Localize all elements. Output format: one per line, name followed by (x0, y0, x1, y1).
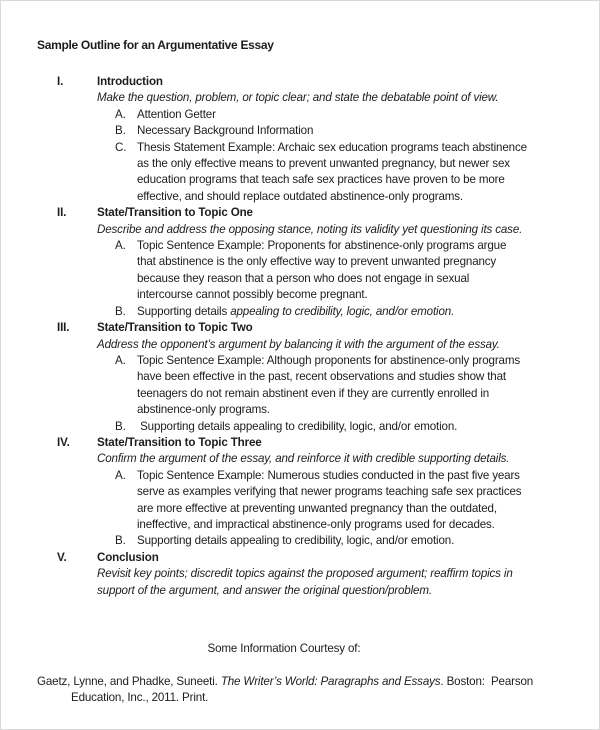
section-numeral: IV. (57, 435, 70, 449)
section-heading: State/Transition to Topic Three (97, 435, 262, 449)
outline-section (1, 435, 599, 550)
citation (37, 674, 569, 706)
section-description: Make the question, problem, or topic clear; and state the debatable point of view. (97, 91, 499, 105)
item-letter: B. (115, 124, 126, 138)
item-text-line (137, 402, 599, 418)
outline-item (115, 419, 599, 435)
section-heading-row (1, 74, 599, 90)
outline-item (115, 123, 599, 139)
outline-item (115, 533, 599, 549)
text-run: serve as examples verifying that newer programs teaching safe sex practices (137, 485, 522, 499)
item-text-line (137, 238, 599, 254)
section-heading: State/Transition to Topic One (97, 206, 253, 220)
section-numeral: III. (57, 321, 70, 335)
item-letter: A. (115, 468, 126, 482)
item-letter: B. (115, 534, 126, 548)
section-description: support of the argument, and answer the original question/problem. (97, 583, 432, 597)
citation-line (37, 674, 569, 690)
text-run: are more effective at preventing unwanted pregnancy than the outdated, (137, 501, 497, 515)
item-letter: A. (115, 353, 126, 367)
text-run: Topic Sentence Example: Proponents for abstinence-only programs argue (137, 239, 507, 253)
outline-item (115, 468, 599, 534)
outline-item (115, 353, 599, 419)
section-heading: Introduction (97, 75, 163, 88)
outline-section (1, 320, 599, 435)
essay-outline (1, 74, 599, 599)
item-text-line (137, 172, 599, 188)
item-letter: B. (115, 304, 126, 318)
section-numeral: I. (57, 75, 64, 88)
italic-text-run: appealing to credibility, logic, and/or emotion. (230, 304, 455, 318)
section-heading-row (1, 435, 599, 451)
section-description: Describe and address the opposing stance, noting its validity yet questioning its case. (97, 222, 523, 236)
item-text-line (137, 287, 599, 303)
text-run: education programs that teach safe sex practices have proven to be more (137, 173, 505, 187)
text-run: effective, and should replace outdated abstinence-only programs. (137, 189, 463, 203)
section-description: Address the opponent’s argument by balancing it with the argument of the essay. (97, 337, 500, 351)
document-title: Sample Outline for an Argumentative Essay (37, 38, 274, 52)
outline-item (115, 304, 599, 320)
item-text (137, 304, 599, 320)
section-heading: Conclusion (97, 550, 159, 564)
item-text (137, 140, 599, 206)
item-letter: B. (115, 419, 126, 433)
item-text (137, 468, 599, 534)
text-run: teenagers do not remain abstinent even if they are currently enrolled in (137, 386, 490, 400)
text-run: . Boston: Pearson (440, 675, 534, 688)
item-text (137, 107, 599, 123)
section-heading-row (1, 550, 599, 566)
section-numeral: II. (57, 206, 67, 220)
item-text-line (137, 254, 599, 270)
text-run: Attention Getter (137, 107, 216, 121)
courtesy-note: Some Information Courtesy of: (207, 642, 361, 655)
outline-item (115, 140, 599, 206)
text-run: Education, Inc., 2011. Print. (71, 691, 209, 704)
item-text-line (137, 304, 599, 320)
item-text (137, 419, 599, 435)
item-text-line (137, 156, 599, 172)
section-description: Confirm the argument of the essay, and reinforce it with credible supporting details. (97, 452, 510, 466)
italic-text-run: The Writer’s World: Paragraphs and Essays (220, 675, 441, 688)
item-text-line (137, 468, 599, 484)
text-run: Thesis Statement Example: Archaic sex education programs teach abstinence (137, 140, 527, 154)
item-text (137, 123, 599, 139)
item-text-line (137, 271, 599, 287)
item-text-line (137, 533, 599, 549)
item-text (137, 238, 599, 304)
item-letter: A. (115, 107, 126, 121)
outline-item (115, 238, 599, 304)
outline-section (1, 205, 599, 320)
section-numeral: V. (57, 550, 67, 564)
item-text-line (137, 484, 599, 500)
item-text (137, 353, 599, 419)
item-text-line (137, 107, 599, 123)
text-run: have been effective in the past, recent observations and studies show that (137, 370, 506, 384)
outline-section (1, 550, 599, 599)
outline-item (115, 107, 599, 123)
text-run: as the only effective means to prevent unwanted pregnancy, but newer sex (137, 157, 510, 171)
item-letter: C. (115, 140, 127, 154)
text-run: ineffective, and impractical abstinence-only programs used for decades. (137, 517, 495, 531)
text-run: intercourse cannot possibly become pregnant. (137, 288, 368, 302)
item-text-line (137, 501, 599, 517)
text-run: Gaetz, Lynne, and Phadke, Suneeti. (37, 675, 221, 688)
section-heading-row (1, 205, 599, 221)
section-description: Revisit key points; discredit topics against the proposed argument; reaffirm topics in (97, 567, 513, 581)
item-text-line (137, 386, 599, 402)
citation-line (71, 690, 569, 706)
text-run: that abstinence is the only effective way to prevent unwanted pregnancy (137, 255, 497, 269)
text-run: Supporting details appealing to credibility, logic, and/or emotion. (137, 419, 458, 433)
section-heading: State/Transition to Topic Two (97, 321, 253, 335)
text-run: Supporting details (137, 304, 231, 318)
item-text-line (137, 419, 599, 435)
section-heading-row (1, 320, 599, 336)
item-text-line (137, 189, 599, 205)
item-text-line (137, 369, 599, 385)
text-run: Necessary Background Information (137, 124, 314, 138)
text-run: Supporting details appealing to credibility, logic, and/or emotion. (137, 534, 455, 548)
item-letter: A. (115, 239, 126, 253)
item-text-line (137, 140, 599, 156)
item-text-line (137, 123, 599, 139)
item-text-line (137, 353, 599, 369)
text-run: Topic Sentence Example: Although proponents for abstinence-only programs (137, 353, 520, 367)
text-run: abstinence-only programs. (137, 403, 270, 417)
text-run: because they reason that a person who does not engage in sexual (137, 271, 470, 285)
text-run: Topic Sentence Example: Numerous studies conducted in the past five years (137, 468, 520, 482)
item-text-line (137, 517, 599, 533)
outline-section (1, 74, 599, 205)
item-text (137, 533, 599, 549)
